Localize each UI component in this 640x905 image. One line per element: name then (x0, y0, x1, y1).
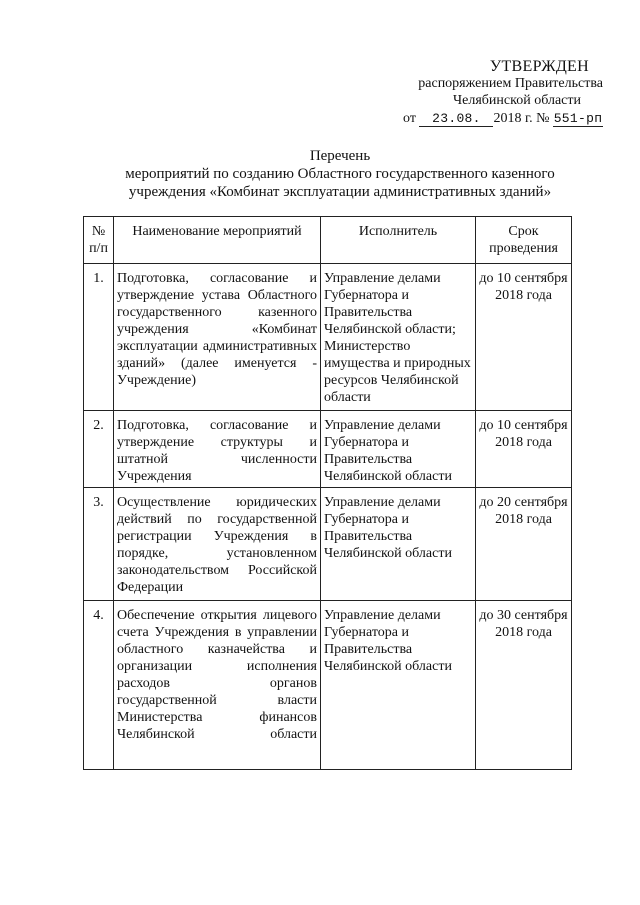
table-row (84, 411, 572, 488)
event-name: Осуществление юридических действий по государственной регистрации Учреждения в порядке, установленном законодательством Российской Федерации (114, 488, 321, 601)
events-table (83, 216, 572, 770)
header-term-line-2: проведения (489, 241, 558, 256)
header-term (476, 217, 572, 264)
heading-line-1: мероприятий по созданию Областного государственного казенного (125, 166, 555, 182)
table-row (84, 601, 572, 770)
event-term: до 10 сентября 2018 года (476, 264, 572, 411)
event-executor: Управление делами Губернатора и Правительства Челябинской области; Министерство имущества и природных ресурсов Челябинской области (321, 264, 476, 411)
event-name: Подготовка, согласование и утверждение устава Областного государственного казенного учреждения «Комбинат эксплуатации административных зданий» (далее именуется - Учреждение) (114, 264, 321, 411)
date-value: 23.08. (419, 112, 493, 127)
header-number (84, 217, 114, 264)
header-name: Наименование мероприятий (114, 217, 321, 264)
event-term: до 30 сентября 2018 года (476, 601, 572, 770)
date-suffix: 2018 г. № (493, 111, 550, 126)
header-executor: Исполнитель (321, 217, 476, 264)
event-term: до 10 сентября 2018 года (476, 411, 572, 488)
approval-date-line (388, 110, 603, 127)
date-prefix: от (403, 111, 416, 126)
row-number: 1. (84, 264, 114, 411)
event-executor: Управление делами Губернатора и Правительства Челябинской области (321, 488, 476, 601)
table-row (84, 264, 572, 411)
heading-title: Перечень (309, 148, 371, 164)
event-executor: Управление делами Губернатора и Правительства Челябинской области (321, 411, 476, 488)
event-term: до 20 сентября 2018 года (476, 488, 572, 601)
approval-line-region: Челябинской области (453, 93, 581, 108)
heading-line-2: учреждения «Комбинат эксплуатации административных зданий» (128, 184, 552, 200)
row-number: 2. (84, 411, 114, 488)
header-term-line-1: Срок (508, 224, 539, 239)
row-number: 4. (84, 601, 114, 770)
approval-title: УТВЕРЖДЕН (489, 58, 589, 75)
approval-block (388, 58, 603, 127)
event-name: Подготовка, согласование и утверждение структуры и штатной численности Учреждения (114, 411, 321, 488)
approval-line-order: распоряжением Правительства (418, 76, 603, 91)
table-row (84, 488, 572, 601)
header-number-sign: № (91, 224, 106, 239)
row-number: 3. (84, 488, 114, 601)
order-number: 551-рп (553, 111, 603, 126)
table-header-row (84, 217, 572, 264)
event-executor: Управление делами Губернатора и Правительства Челябинской области (321, 601, 476, 770)
document-heading (80, 147, 600, 201)
header-number-abbr: п/п (89, 241, 108, 256)
event-name: Обеспечение открытия лицевого счета Учреждения в управлении областного казначейства и организации исполнения расходов органов государственной власти Министерства финансов Челябинской области (114, 601, 321, 770)
